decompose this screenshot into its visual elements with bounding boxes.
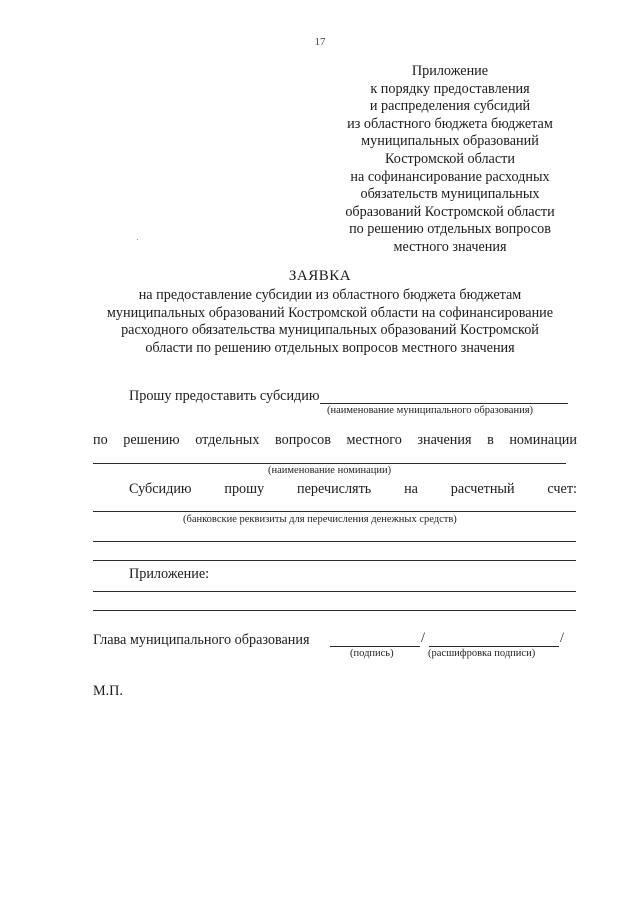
attachment-field-2[interactable] [93,610,576,611]
transfer-word: расчетный [450,481,515,497]
signature-end-separator: / [560,630,564,646]
transfer-word: Субсидию [129,481,192,497]
bank-details-field[interactable] [93,511,576,512]
document-title: ЗАЯВКА [288,268,352,284]
appendix-line: к порядку предоставления [370,80,530,97]
nomination-word: местного [346,432,402,448]
appendix-line: из областного бюджета бюджетам [347,115,553,132]
signature-field[interactable] [330,646,420,647]
appendix-line: образований Костромской области [345,203,555,220]
appendix-header [330,63,570,257]
transfer-word: на [404,481,418,497]
appendix-line: обязательств муниципальных [360,186,540,203]
municipality-name-field[interactable] [320,403,568,404]
page-number: 17 [314,36,326,48]
signature-decoding-field[interactable] [429,646,559,647]
decoding-caption: (расшифровка подписи) [428,648,536,659]
appendix-line: по решению отдельных вопросов [349,221,551,238]
municipality-caption: (наименование муниципального образования) [327,405,534,416]
appendix-line: местного значения [393,238,507,255]
nomination-field[interactable] [93,463,566,464]
signature-caption: (подпись) [350,648,394,659]
nomination-word: в [487,432,494,448]
appendix-line: муниципальных образований [361,133,539,150]
transfer-sentence [129,481,577,498]
attachment-label: Приложение: [129,566,210,582]
attachment-field-1[interactable] [93,591,576,592]
transfer-word: счет: [547,481,577,497]
document-subtitle [80,287,580,357]
subtitle-line: области по решению отдельных вопросов местного значения [145,339,515,356]
bank-caption: (банковские реквизиты для перечисления денежных средств) [183,514,457,525]
nomination-word: отдельных [195,432,260,448]
transfer-word: перечислять [297,481,372,497]
stamp-place: М.П. [93,683,123,699]
appendix-line: на софинансирование расходных [350,168,550,185]
nomination-word: по [93,432,108,448]
transfer-word: прошу [224,481,265,497]
appendix-line: Костромской области [385,150,515,167]
bank-details-field-3[interactable] [93,560,576,561]
subtitle-line: муниципальных образований Костромской области на софинансирование [106,304,554,321]
request-label: Прошу предоставить субсидию [129,388,320,404]
signature-label: Глава муниципального образования [93,632,310,648]
nomination-word: решению [123,432,180,448]
nomination-word: номинации [509,432,577,448]
nomination-word: значения [417,432,472,448]
subtitle-line: расходного обязательства муниципальных образований Костромской [121,322,539,339]
bank-details-field-2[interactable] [93,541,576,542]
nomination-sentence [93,432,577,449]
appendix-line: Приложение [411,63,489,79]
nomination-caption: (наименование номинации) [268,465,392,476]
scan-speck [137,239,138,240]
appendix-line: и распределения субсидий [369,98,531,115]
signature-separator: / [421,630,425,646]
nomination-word: вопросов [275,432,331,448]
subtitle-line: на предоставление субсидии из областного бюджета бюджетам [138,287,522,303]
